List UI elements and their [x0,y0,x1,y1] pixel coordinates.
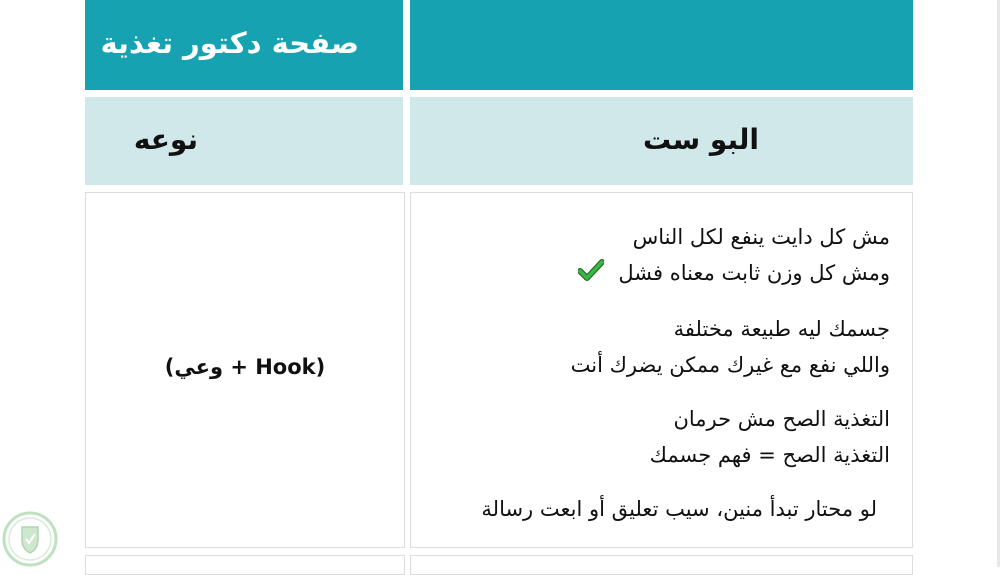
post-paragraph-2 [420,311,890,383]
check-mark-icon [578,256,604,292]
page-title: صفحة دكتور تغذية [100,26,359,60]
next-row-type-cell [85,555,405,575]
post-line: التغذية الصح = فهم جسمك [649,443,890,467]
post-type [86,355,404,379]
column-header-type-cell [85,97,403,185]
post-line: مش كل دايت ينفع لكل الناس [632,225,890,249]
post-type-value: (وعي + Hook) [164,355,326,379]
post-cell [410,192,913,548]
watermark-logo [0,509,60,569]
post-call-to-action [407,491,877,527]
post-paragraph-3 [420,401,890,473]
post-line: واللي نفع مع غيرك ممكن يضرك أنت [570,353,890,377]
title-cell [85,0,403,90]
post-line: ومش كل وزن ثابت معناه فشل [618,261,890,285]
post-paragraph-1 [420,219,890,292]
post-line: لو محتار تبدأ منين، سيب تعليق أو ابعت رسالة [481,497,877,521]
column-header-type: نوعه [133,123,198,156]
header-empty-cell [410,0,913,90]
post-line: التغذية الصح مش حرمان [673,407,890,431]
type-cell [85,192,405,548]
post-line-with-check [420,255,890,292]
column-header-post: البو ست [642,123,759,156]
post-line: جسمك ليه طبيعة مختلفة [673,317,890,341]
column-header-post-cell [410,97,913,185]
next-row-post-cell [410,555,913,575]
